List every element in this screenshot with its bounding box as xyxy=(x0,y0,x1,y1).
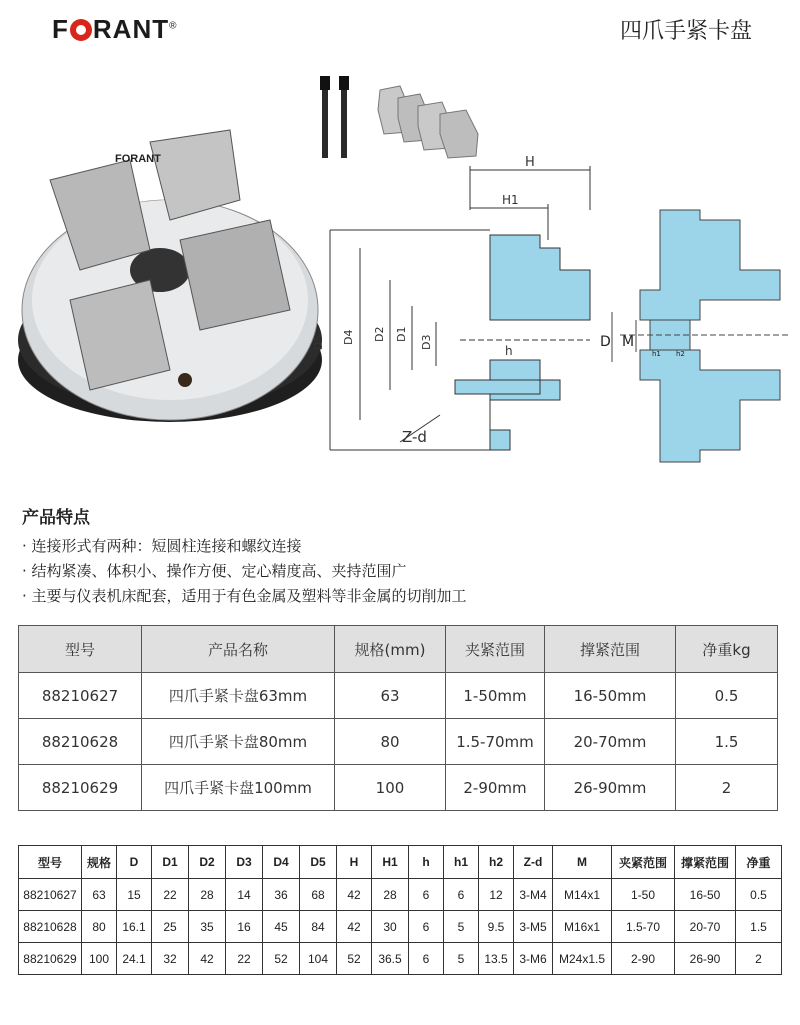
cell: 16-50 xyxy=(675,879,736,911)
cell: 88210628 xyxy=(19,719,142,765)
brand-logo xyxy=(52,14,177,45)
cell: 100 xyxy=(82,943,117,975)
col-header: H1 xyxy=(372,846,409,879)
dim-label-d: D xyxy=(600,334,611,350)
table-header-row xyxy=(19,626,778,673)
features-heading: 产品特点 xyxy=(22,508,90,528)
logo-o-mark-icon xyxy=(70,19,92,41)
table-row xyxy=(19,719,778,765)
cell: 14 xyxy=(226,879,263,911)
table-header-row xyxy=(19,846,782,879)
cell: 35 xyxy=(189,911,226,943)
col-header: h1 xyxy=(444,846,479,879)
cell: 26-90mm xyxy=(545,765,676,811)
cell: 104 xyxy=(300,943,337,975)
cell: 0.5 xyxy=(676,673,778,719)
cell: 36.5 xyxy=(372,943,409,975)
cell: 42 xyxy=(189,943,226,975)
chuck-brand-text: FORANT xyxy=(115,153,161,165)
cell: 3-M5 xyxy=(514,911,553,943)
cell: 63 xyxy=(335,673,446,719)
feature-item: · 主要与仪表机床配套，适用于有色金属及塑料等非金属的切削加工 xyxy=(22,584,782,609)
col-header: D3 xyxy=(226,846,263,879)
cell: 80 xyxy=(82,911,117,943)
col-header-name: 产品名称 xyxy=(142,626,335,673)
cell: 26-90 xyxy=(675,943,736,975)
col-header: D xyxy=(117,846,152,879)
cell: 25 xyxy=(152,911,189,943)
cell: 四爪手紧卡盘63mm xyxy=(142,673,335,719)
col-header: D1 xyxy=(152,846,189,879)
cell: 88210627 xyxy=(19,879,82,911)
feature-item: · 结构紧凑、体积小、操作方便、定心精度高、夹持范围广 xyxy=(22,559,782,584)
table-row xyxy=(19,943,782,975)
col-header-model: 型号 xyxy=(19,626,142,673)
cell: 88210629 xyxy=(19,765,142,811)
cell: 84 xyxy=(300,911,337,943)
col-header: 规格 xyxy=(82,846,117,879)
page-title: 四爪手紧卡盘 xyxy=(619,19,752,44)
cell: 88210628 xyxy=(19,911,82,943)
cell: 四爪手紧卡盘100mm xyxy=(142,765,335,811)
cell: 28 xyxy=(189,879,226,911)
col-header: 撑紧范围 xyxy=(675,846,736,879)
cell: 2-90mm xyxy=(446,765,545,811)
cell: 28 xyxy=(372,879,409,911)
col-header: 净重 xyxy=(736,846,782,879)
col-header: h2 xyxy=(479,846,514,879)
dimension-spec-table xyxy=(18,845,782,975)
cell: 20-70 xyxy=(675,911,736,943)
cell: 3-M4 xyxy=(514,879,553,911)
dim-label-d1: D1 xyxy=(395,326,408,342)
col-header-spec: 规格(mm) xyxy=(335,626,446,673)
cell: 13.5 xyxy=(479,943,514,975)
side-section-drawing xyxy=(612,210,790,462)
illustration-svg xyxy=(0,70,800,490)
dim-label-h2: h2 xyxy=(676,350,685,358)
table-row xyxy=(19,673,778,719)
cell: 1-50mm xyxy=(446,673,545,719)
cell: 6 xyxy=(444,879,479,911)
cell: M24x1.5 xyxy=(553,943,612,975)
cell: 63 xyxy=(82,879,117,911)
cell: 22 xyxy=(226,943,263,975)
product-features xyxy=(22,503,782,609)
four-jaw-chuck-image xyxy=(18,130,322,422)
cell: 80 xyxy=(335,719,446,765)
cell: 36 xyxy=(263,879,300,911)
cell: 1.5-70mm xyxy=(446,719,545,765)
dim-label-small-h: h xyxy=(505,344,513,358)
col-header: Z-d xyxy=(514,846,553,879)
cell: 6 xyxy=(409,879,444,911)
dim-label-h: H xyxy=(525,155,535,170)
cell: M16x1 xyxy=(553,911,612,943)
cell: 88210627 xyxy=(19,673,142,719)
cell: 0.5 xyxy=(736,879,782,911)
dim-label-d4: D4 xyxy=(342,329,355,345)
col-header-support-range: 撑紧范围 xyxy=(545,626,676,673)
cell: 2 xyxy=(676,765,778,811)
dim-label-d2: D2 xyxy=(373,326,386,342)
cell: 1.5 xyxy=(676,719,778,765)
col-header: D4 xyxy=(263,846,300,879)
col-header: 夹紧范围 xyxy=(612,846,675,879)
cell: 16 xyxy=(226,911,263,943)
dim-label-d3: D3 xyxy=(420,334,433,350)
cell: 45 xyxy=(263,911,300,943)
logo-letter-f: F xyxy=(52,14,69,44)
cell: 5 xyxy=(444,943,479,975)
product-illustration xyxy=(0,70,800,490)
cell: 52 xyxy=(337,943,372,975)
dim-label-h1-side: h1 xyxy=(652,350,661,358)
cell: 1-50 xyxy=(612,879,675,911)
cell: 88210629 xyxy=(19,943,82,975)
cell: 52 xyxy=(263,943,300,975)
cell: 四爪手紧卡盘80mm xyxy=(142,719,335,765)
cell: 32 xyxy=(152,943,189,975)
cell: 5 xyxy=(444,911,479,943)
cell: 100 xyxy=(335,765,446,811)
cell: 1.5 xyxy=(736,911,782,943)
cell: 24.1 xyxy=(117,943,152,975)
cell: 2 xyxy=(736,943,782,975)
col-header: h xyxy=(409,846,444,879)
chuck-keys-icon xyxy=(320,76,349,158)
col-header: H xyxy=(337,846,372,879)
logo-letters: RANT xyxy=(92,14,170,44)
table-row xyxy=(19,911,782,943)
cell: 3-M6 xyxy=(514,943,553,975)
product-summary-table xyxy=(18,625,778,811)
col-header: 型号 xyxy=(19,846,82,879)
cross-section-drawing xyxy=(330,166,590,450)
cell: M14x1 xyxy=(553,879,612,911)
cell: 42 xyxy=(337,879,372,911)
table-row xyxy=(19,765,778,811)
table-row xyxy=(19,879,782,911)
cell: 30 xyxy=(372,911,409,943)
col-header: M xyxy=(553,846,612,879)
cell: 2-90 xyxy=(612,943,675,975)
col-header: D2 xyxy=(189,846,226,879)
cell: 12 xyxy=(479,879,514,911)
dim-label-zd: Z-d xyxy=(402,428,427,446)
spare-jaws-icon xyxy=(378,86,478,158)
cell: 20-70mm xyxy=(545,719,676,765)
registered-mark: ® xyxy=(169,20,178,32)
cell: 15 xyxy=(117,879,152,911)
cell: 6 xyxy=(409,943,444,975)
cell: 6 xyxy=(409,911,444,943)
cell: 22 xyxy=(152,879,189,911)
col-header-weight: 净重kg xyxy=(676,626,778,673)
dim-label-m: M xyxy=(622,334,635,350)
feature-item: · 连接形式有两种：短圆柱连接和螺纹连接 xyxy=(22,534,782,559)
dim-label-h1: H1 xyxy=(502,193,519,207)
cell: 16.1 xyxy=(117,911,152,943)
cell: 16-50mm xyxy=(545,673,676,719)
col-header-clamp-range: 夹紧范围 xyxy=(446,626,545,673)
cell: 68 xyxy=(300,879,337,911)
cell: 42 xyxy=(337,911,372,943)
cell: 1.5-70 xyxy=(612,911,675,943)
col-header: D5 xyxy=(300,846,337,879)
dim-label-d5: D5 xyxy=(312,334,325,350)
cell: 9.5 xyxy=(479,911,514,943)
